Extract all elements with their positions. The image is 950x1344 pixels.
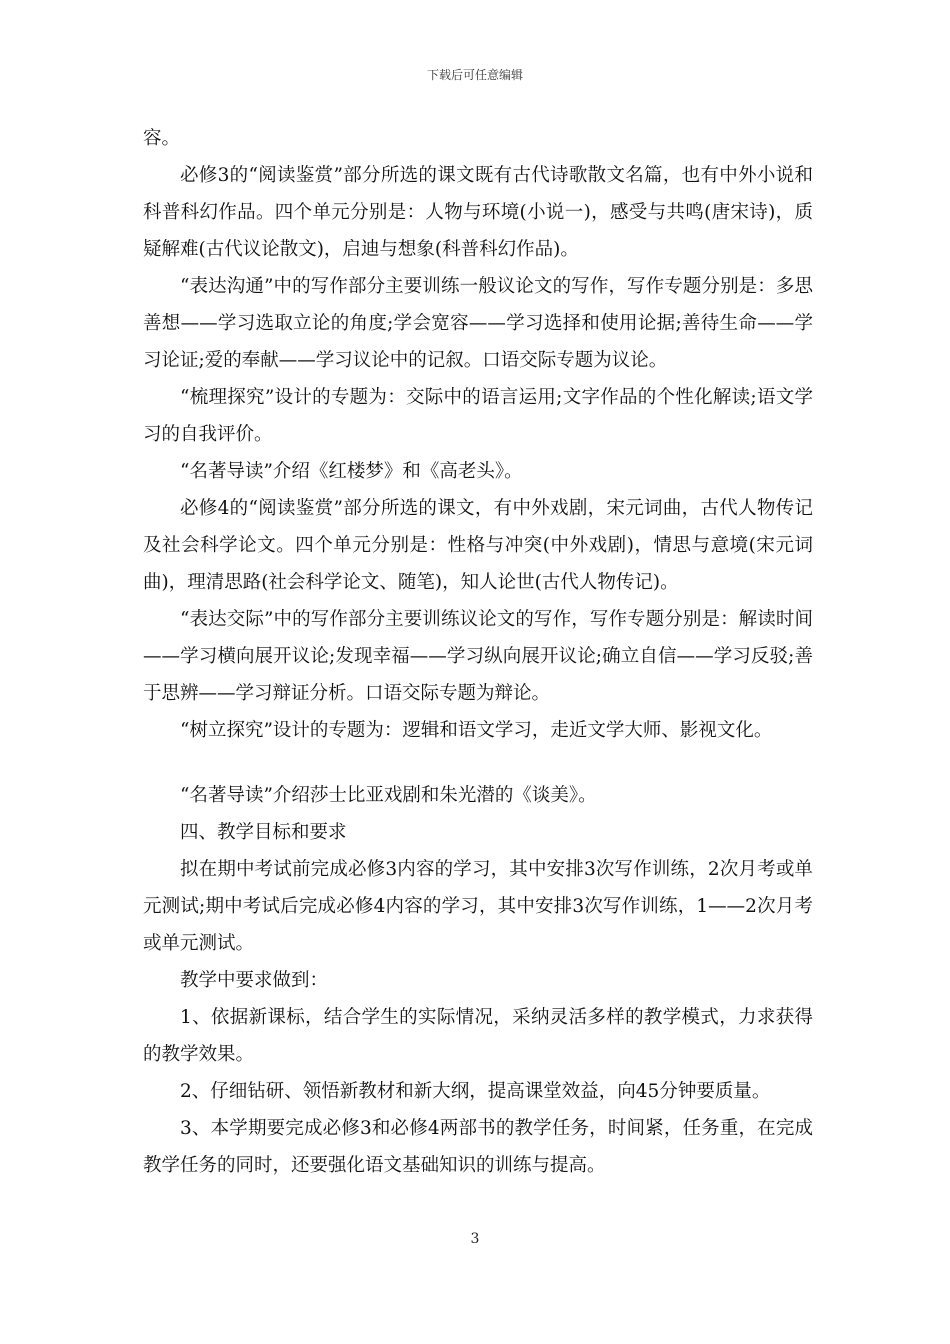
paragraph-compulsory3-reading: 必修3的“阅读鉴赏”部分所选的课文既有古代诗歌散文名篇，也有中外小说和科普科幻作品。四个单元分别是：人物与环境(小说一)，感受与共鸣(唐宋诗)，质疑解难(古代议论散文)，启迪与想象(科普科幻作品)。 [143, 165, 813, 260]
paragraph-compulsory3-classics: “名著导读”介绍《红楼梦》和《高老头》。 [180, 461, 523, 482]
page-header: 下载后可任意编辑 [426, 68, 523, 82]
list-item-requirement-1: 1、依据新课标，结合学生的实际情况，采纳灵活多样的教学模式，力求获得的教学效果。 [143, 1007, 813, 1065]
paragraph-requirements-intro: 教学中要求做到： [180, 970, 329, 991]
paragraph-compulsory4-inquiry: “树立探究”设计的专题为：逻辑和语文学习，走近文学大师、影视文化。 [180, 720, 773, 741]
paragraph-compulsory4-writing: “表达交际”中的写作部分主要训练议论文的写作，写作专题分别是：解读时间——学习横向展开议论;发现幸福——学习纵向展开议论;确立自信——学习反驳;善于思辨——学习辩证分析。口语交际专题为辩论。 [143, 609, 813, 704]
list-item-requirement-3: 3、本学期要完成必修3和必修4两部书的教学任务，时间紧，任务重，在完成教学任务的同时，还要强化语文基础知识的训练与提高。 [143, 1118, 813, 1176]
list-item-requirement-2: 2、仔细钻研、领悟新教材和新大纲，提高课堂效益，向45分钟要质量。 [180, 1081, 771, 1102]
paragraph-continuation: 容。 [143, 128, 181, 149]
document-body [143, 120, 813, 1184]
paragraph-compulsory4-reading: 必修4的“阅读鉴赏”部分所选的课文，有中外戏剧，宋元词曲，古代人物传记及社会科学论文。四个单元分别是：性格与冲突(中外戏剧)，情思与意境(宋元词曲)，理清思路(社会科学论文、随笔)，知人论世(古代人物传记)。 [143, 498, 813, 593]
section-heading-goals: 四、教学目标和要求 [180, 822, 347, 843]
paragraph-compulsory3-writing: “表达沟通”中的写作部分主要训练一般议论文的写作，写作专题分别是：多思善想——学习选取立论的角度;学会宽容——学习选择和使用论据;善待生命——学习论证;爱的奉献——学习议论中的记叙。口语交际专题为议论。 [143, 276, 813, 371]
paragraph-compulsory3-inquiry: “梳理探究”设计的专题为：交际中的语言运用;文字作品的个性化解读;语文学习的自我评价。 [143, 387, 813, 445]
paragraph-schedule: 拟在期中考试前完成必修3内容的学习，其中安排3次写作训练，2次月考或单元测试;期中考试后完成必修4内容的学习，其中安排3次写作训练，1——2次月考或单元测试。 [143, 859, 813, 954]
paragraph-compulsory4-classics: “名著导读”介绍莎士比亚戏剧和朱光潜的《谈美》。 [180, 785, 597, 806]
page-number: 3 [470, 1231, 480, 1247]
